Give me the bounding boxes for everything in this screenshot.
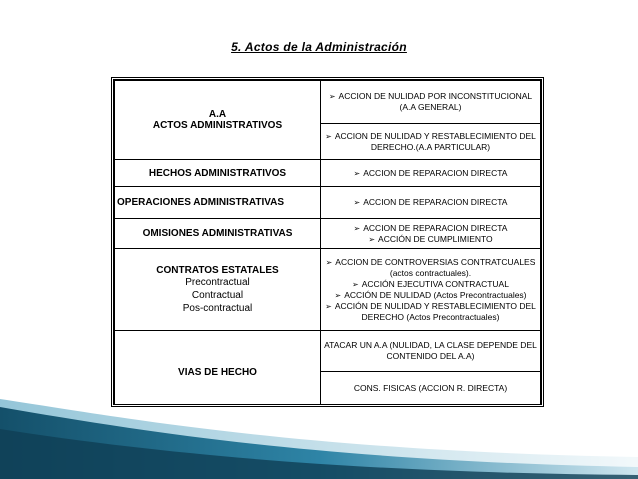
text-aa-particular: DERECHO.(A.A PARTICULAR) bbox=[370, 141, 491, 152]
cell-nulidad-inconstitucional bbox=[321, 81, 541, 124]
actions-table bbox=[111, 77, 544, 407]
arrow-bullet-icon: ➢ bbox=[353, 223, 361, 233]
cell-actos-administrativos bbox=[115, 81, 321, 160]
arrow-bullet-icon: ➢ bbox=[325, 131, 332, 141]
text-reparacion-directa: ACCION DE REPARACION DIRECTA bbox=[363, 197, 508, 207]
cell-vias-de-hecho: VIAS DE HECHO bbox=[115, 331, 321, 405]
text-atacar-aa: ATACAR UN A.A (NULIDAD, LA CLASE DEPENDE DEL bbox=[324, 340, 537, 350]
arrow-bullet-icon: ➢ bbox=[353, 198, 361, 207]
text-reparacion-directa: ACCION DE REPARACION DIRECTA bbox=[363, 222, 508, 233]
cell-cons-fisicas: CONS. FISICAS (ACCION R. DIRECTA) bbox=[321, 372, 541, 405]
label-actos-administrativos: ACTOS ADMINISTRATIVOS bbox=[152, 120, 283, 131]
cell-contratos-estatales bbox=[115, 249, 321, 331]
cell-reparacion-directa-1 bbox=[321, 160, 541, 187]
text-contenido-aa: CONTENIDO DEL A.A) bbox=[386, 351, 475, 361]
arrow-bullet-icon: ➢ bbox=[325, 257, 333, 267]
text-derecho-precontractuales: DERECHO (Actos Precontractuales) bbox=[361, 311, 500, 322]
cell-operaciones-administrativas: OPERACIONES ADMINISTRATIVAS bbox=[115, 187, 321, 219]
arrow-bullet-icon: ➢ bbox=[352, 279, 359, 289]
text-actos-contractuales: (actos contractuales). bbox=[389, 267, 472, 278]
arrow-bullet-icon: ➢ bbox=[328, 92, 336, 101]
cell-contratos-acciones bbox=[321, 249, 541, 331]
label-aa: A.A bbox=[208, 109, 227, 120]
text-nulidad-inconstitucional: ACCION DE NULIDAD POR INCONSTITUCIONAL bbox=[338, 91, 533, 101]
arrow-bullet-icon: ➢ bbox=[368, 234, 376, 244]
text-nulidad-restablecimiento: ACCIÓN DE NULIDAD Y RESTABLECIMIENTO DEL bbox=[334, 300, 536, 311]
arrow-bullet-icon: ➢ bbox=[334, 290, 342, 300]
text-reparacion-directa: ACCION DE REPARACION DIRECTA bbox=[363, 167, 508, 178]
text-accion-cumplimiento: ACCIÓN DE CUMPLIMIENTO bbox=[378, 233, 493, 244]
label-pos-contractual: Pos-contractual bbox=[182, 302, 253, 314]
label-precontractual: Precontractual bbox=[185, 276, 250, 288]
text-aa-general: (A.A GENERAL) bbox=[399, 102, 462, 112]
cell-omisiones-administrativas: OMISIONES ADMINISTRATIVAS bbox=[115, 219, 321, 249]
text-nulidad-precontractuales: ACCIÓN DE NULIDAD (Actos Precontractuales) bbox=[344, 289, 527, 300]
cell-omisiones-acciones bbox=[321, 219, 541, 249]
arrow-bullet-icon: ➢ bbox=[325, 301, 332, 311]
text-ejecutiva-contractual: ACCIÓN EJECUTIVA CONTRACTUAL bbox=[361, 278, 509, 289]
cell-hechos-administrativos: HECHOS ADMINISTRATIVOS bbox=[115, 160, 321, 187]
arrow-bullet-icon: ➢ bbox=[353, 168, 361, 178]
cell-nulidad-restablecimiento bbox=[321, 124, 541, 160]
label-contractual: Contractual bbox=[191, 289, 244, 301]
cell-reparacion-directa-2 bbox=[321, 187, 541, 219]
text-controversias-contractuales: ACCION DE CONTROVERSIAS CONTRATCUALES bbox=[335, 256, 536, 267]
page-title: 5. Actos de la Administración bbox=[231, 40, 407, 54]
label-contratos-estatales: CONTRATOS ESTATALES bbox=[156, 264, 279, 276]
cell-atacar-aa bbox=[321, 331, 541, 372]
text-nulidad-restablecimiento: ACCION DE NULIDAD Y RESTABLECIMIENTO DEL bbox=[334, 130, 536, 141]
decorative-swoosh bbox=[0, 399, 638, 479]
